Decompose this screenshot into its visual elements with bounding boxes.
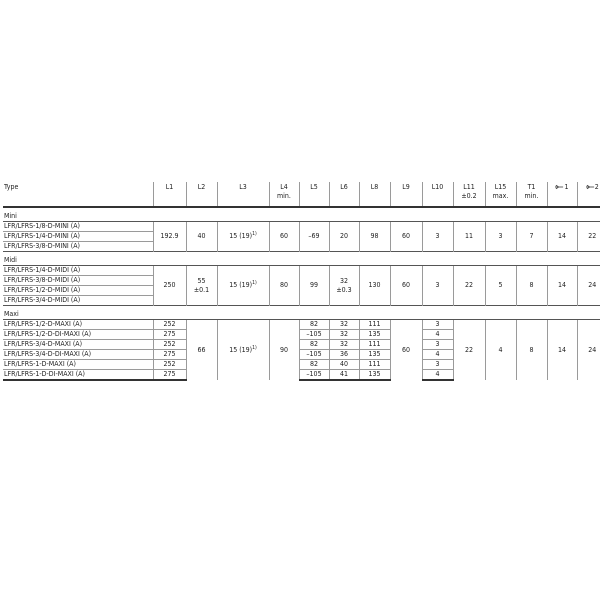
section-midi [3, 256, 600, 266]
cell-l5: 82 [299, 320, 329, 330]
cell-l10: 3 [422, 266, 453, 306]
cell-l3: 15 $(19)^{1)}$ [217, 222, 269, 252]
cell-l9: 60 [390, 266, 422, 306]
cell-l3: 15 $(19)^{1)}$ [217, 320, 269, 381]
header-type: Type [3, 182, 153, 207]
cell-l6: 20 [329, 222, 359, 252]
section-title: Maxi [4, 310, 19, 318]
header-l3: L3 [217, 182, 269, 207]
cell-l10: 4 [422, 370, 453, 381]
cell-l5: 82 [299, 340, 329, 350]
cell-l10: 3 [422, 340, 453, 350]
cell-l5: –105 [299, 350, 329, 360]
cell-l5: –105 [299, 370, 329, 381]
type-cell: LFR/LFRS-1-D-MAXI (A) [3, 360, 153, 370]
cell-l3: 15 $(19)^{1)}$ [217, 266, 269, 306]
cell-wrench-2: 24 [577, 266, 600, 306]
cell-l8: 135 [359, 350, 390, 360]
cell-l1: 275 [153, 330, 186, 340]
type-cell: LFR/LFRS-1/2-D-MAXI (A) [3, 320, 153, 330]
cell-l9: 60 [390, 222, 422, 252]
cell-l15: 4 [485, 320, 516, 381]
cell-l1: 252 [153, 340, 186, 350]
header-l10: L10 [422, 182, 453, 207]
cell-l5: 99 [299, 266, 329, 306]
cell-l1: 252 [153, 320, 186, 330]
cell-l6: 32 ±0.3 [329, 266, 359, 306]
cell-l6: 36 [329, 350, 359, 360]
header-l8: L8 [359, 182, 390, 207]
type-cell: LFR/LFRS-1/2-D-DI-MAXI (A) [3, 330, 153, 340]
header-l4: L4 min. [269, 182, 299, 207]
type-cell: LFR/LFRS-1-D-DI-MAXI (A) [3, 370, 153, 381]
cell-l6: 32 [329, 330, 359, 340]
cell-l11: 22 [453, 320, 485, 381]
header-l6: L6 [329, 182, 359, 207]
cell-l1: 250 [153, 266, 186, 306]
table-row [3, 320, 600, 330]
cell-l4: 60 [269, 222, 299, 252]
cell-t1: 8 [516, 266, 547, 306]
cell-l11: 22 [453, 266, 485, 306]
cell-l1: 275 [153, 350, 186, 360]
dimensions-table [3, 182, 600, 381]
cell-wrench-1: 14 [547, 222, 577, 252]
table-row [3, 222, 600, 232]
header-t1: T1 min. [516, 182, 547, 207]
cell-l1: 275 [153, 370, 186, 381]
type-cell: LFR/LFRS-1/2-D-MIDI (A) [3, 286, 153, 296]
cell-l2: 66 [186, 320, 217, 381]
header-l2: L2 [186, 182, 217, 207]
type-cell: LFR/LFRS-1/8-D-MINI (A) [3, 222, 153, 232]
cell-l8: 111 [359, 360, 390, 370]
cell-l4: 80 [269, 266, 299, 306]
cell-wrench-1: 14 [547, 266, 577, 306]
cell-l8: 130 [359, 266, 390, 306]
cell-l6: 32 [329, 320, 359, 330]
cell-l6: 41 [329, 370, 359, 381]
cell-t1: 7 [516, 222, 547, 252]
cell-l2: 55 ±0.1 [186, 266, 217, 306]
cell-l8: 111 [359, 320, 390, 330]
cell-l6: 40 [329, 360, 359, 370]
cell-wrench-1: 14 [547, 320, 577, 381]
type-cell: LFR/LFRS-1/4-D-MIDI (A) [3, 266, 153, 276]
section-mini [3, 212, 600, 222]
type-cell: LFR/LFRS-1/4-D-MINI (A) [3, 232, 153, 242]
header-l1: L1 [153, 182, 186, 207]
type-cell: LFR/LFRS-3/8-D-MIDI (A) [3, 276, 153, 286]
cell-l10: 3 [422, 222, 453, 252]
section-maxi [3, 310, 600, 320]
cell-l5: –105 [299, 330, 329, 340]
header-row [3, 182, 600, 207]
header-l11: L11 ±0.2 [453, 182, 485, 207]
table-row [3, 266, 600, 276]
cell-l10: 4 [422, 330, 453, 340]
cell-l6: 32 [329, 340, 359, 350]
cell-l15: 3 [485, 222, 516, 252]
cell-l11: 11 [453, 222, 485, 252]
type-cell: LFR/LFRS-3/8-D-MINI (A) [3, 242, 153, 252]
cell-l10: 4 [422, 350, 453, 360]
cell-l2: 40 [186, 222, 217, 252]
type-cell: LFR/LFRS-3/4-D-MAXI (A) [3, 340, 153, 350]
header-l9: L9 [390, 182, 422, 207]
cell-t1: 8 [516, 320, 547, 381]
cell-l4: 90 [269, 320, 299, 381]
section-title: Midi [4, 256, 17, 264]
cell-l9: 60 [390, 320, 422, 381]
type-cell: LFR/LFRS-3/4-D-DI-MAXI (A) [3, 350, 153, 360]
cell-l15: 5 [485, 266, 516, 306]
cell-wrench-2: 24 [577, 320, 600, 381]
header-l5: L5 [299, 182, 329, 207]
cell-l1: 252 [153, 360, 186, 370]
cell-l8: 111 [359, 340, 390, 350]
cell-l1: 192.9 [153, 222, 186, 252]
cell-l10: 3 [422, 320, 453, 330]
wrench-icon [586, 184, 595, 190]
section-title: Mini [4, 212, 17, 220]
cell-l8: 135 [359, 330, 390, 340]
header-wrench-2: 2 [577, 182, 600, 207]
cell-l8: 98 [359, 222, 390, 252]
cell-l8: 135 [359, 370, 390, 381]
type-cell: LFR/LFRS-3/4-D-MIDI (A) [3, 296, 153, 306]
cell-wrench-2: 22 [577, 222, 600, 252]
cell-l10: 3 [422, 360, 453, 370]
cell-l5: 82 [299, 360, 329, 370]
header-wrench-1: 1 [547, 182, 577, 207]
header-l15: L15 max. [485, 182, 516, 207]
cell-l5: –69 [299, 222, 329, 252]
